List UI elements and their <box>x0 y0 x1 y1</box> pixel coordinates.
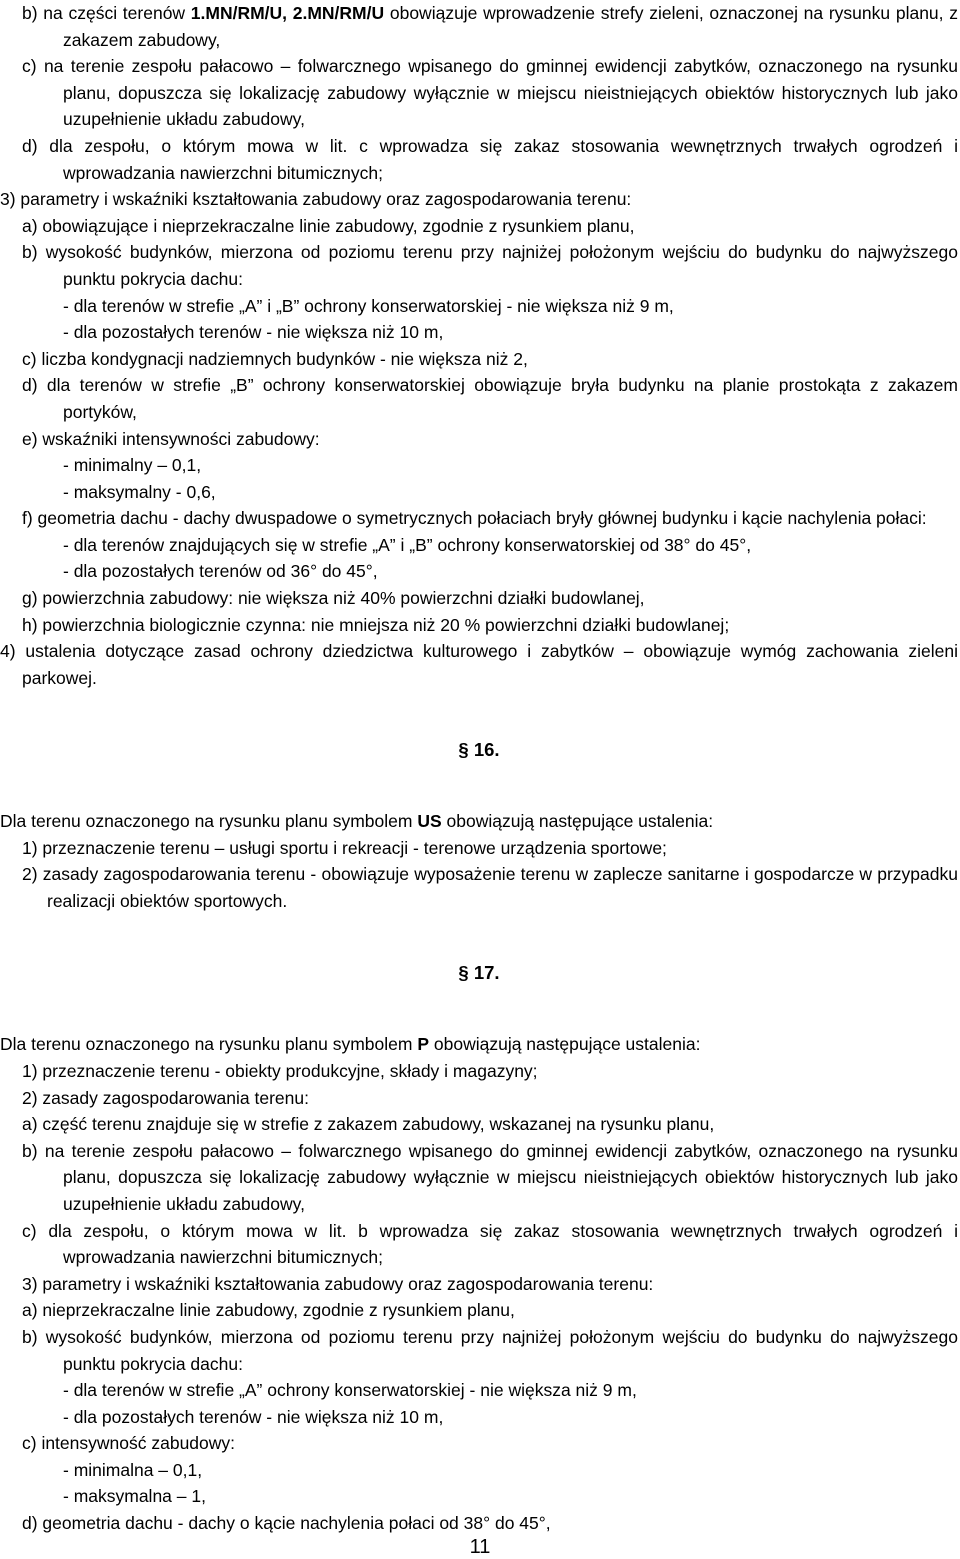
spacer <box>0 691 958 718</box>
section-17-item-3a: a) nieprzekraczalne linie zabudowy, zgodnie z rysunkiem planu, <box>22 1300 515 1321</box>
section-16-lead <box>0 808 958 835</box>
spacer <box>0 915 958 942</box>
section-17-item-3c-dash-1: - minimalna – 0,1, <box>63 1459 203 1480</box>
symbol-bold: 1.MN/RM/U, 2.MN/RM/U <box>190 3 385 23</box>
text-span: obowiązują następujące ustalenia: <box>441 811 714 832</box>
section-17-item-3: 3) parametry i wskaźniki kształtowania zabudowy oraz zagospodarowania terenu: <box>22 1273 654 1294</box>
paragraph-3a: a) obowiązujące i nieprzekraczalne linie zabudowy, zgodnie z rysunkiem planu, <box>22 215 635 236</box>
paragraph-3d: d) dla terenów w strefie „B” ochrony konserwatorskiej obowiązuje bryła budynku na planie prostokąta z zakazem portyków, <box>22 375 958 422</box>
spacer <box>0 782 958 809</box>
paragraph-3b-dash-1: - dla terenów w strefie „A” i „B” ochrony konserwatorskiej - nie większa niż 9 m, <box>63 295 674 316</box>
paragraph-3e-dash-1: - minimalny – 0,1, <box>63 455 202 476</box>
section-17-item-3c-dash-2: - maksymalna – 1, <box>63 1486 206 1507</box>
paragraph-1b <box>0 0 958 53</box>
paragraph-3e-dash-2: - maksymalny - 0,6, <box>63 481 216 502</box>
section-16-item-1: 1) przeznaczenie terenu – usługi sportu i rekreacji - terenowe urządzenia sportowe; <box>22 837 667 858</box>
section-17-lead <box>0 1031 958 1058</box>
section-17-item-1: 1) przeznaczenie terenu - obiekty produkcyjne, składy i magazyny; <box>22 1060 538 1081</box>
section-17-item-3b: b) wysokość budynków, mierzona od poziomu terenu przy najniżej położonym wejściu do budynku do najwyższego punktu pokrycia dachu: <box>22 1326 958 1374</box>
paragraph-1d: d) dla zespołu, o którym mowa w lit. c wprowadza się zakaz stosowania wewnętrznych trwałych ogrodzeń i wprowadzania nawierzchni bitumicznych; <box>22 135 958 183</box>
symbol-bold: US <box>417 811 442 832</box>
page-number: 11 <box>469 1536 491 1558</box>
symbol-bold: P <box>417 1034 430 1055</box>
spacer <box>0 1005 958 1032</box>
paragraph-3f: f) geometria dachu - dachy dwuspadowe o symetrycznych połaciach bryły głównej budynku i kącie nachylenia połaci: <box>22 508 927 529</box>
text-span: obowiązuje wprowadzenie strefy zieleni, oznaczonej na rysunku planu, z zakazem zabudowy, <box>63 3 958 50</box>
section-17-item-3b-dash-2: - dla pozostałych terenów - nie większa niż 10 m, <box>63 1406 444 1427</box>
paragraph-3f-dash-1: - dla terenów znajdujących się w strefie „A” i „B” ochrony konserwatorskiej od 38° do 45°, <box>63 534 752 555</box>
paragraph-4: 4) ustalenia dotyczące zasad ochrony dziedzictwa kulturowego i zabytków – obowiązuje wymóg zachowania zieleni parkowej. <box>0 641 958 688</box>
paragraph-3b-dash-2: - dla pozostałych terenów - nie większa niż 10 m, <box>63 322 444 343</box>
section-16-item-2: 2) zasady zagospodarowania terenu - obowiązuje wyposażenie terenu w zaplecze sanitarne i gospodarcze w przypadku realizacji obiektów sportowych. <box>22 864 958 911</box>
section-17-item-2b: b) na terenie zespołu pałacowo – folwarcznego wpisanego do gminnej ewidencji zabytków, oznaczonego na rysunku planu, dopuszcza się lokalizację zabudowy wyłącznie w miejscu nieistniejących obiektów historycznych lub jako uzupełnienie układu zabudowy, <box>22 1140 958 1214</box>
section-heading-17: § 17. <box>458 961 500 983</box>
paragraph-1c: c) na terenie zespołu pałacowo – folwarcznego wpisanego do gminnej ewidencji zabytków, oznaczonego na rysunku planu, dopuszcza się lokalizację zabudowy wyłącznie w miejscu nieistniejących obiektów historycznych lub jako uzupełnienie układu zabudowy, <box>22 56 958 130</box>
text-span: Dla terenu oznaczonego na rysunku planu symbolem <box>0 1034 418 1055</box>
section-17-item-2: 2) zasady zagospodarowania terenu: <box>22 1087 309 1108</box>
text-span: obowiązują następujące ustalenia: <box>429 1034 701 1055</box>
paragraph-3: 3) parametry i wskaźniki kształtowania zabudowy oraz zagospodarowania terenu: <box>0 189 632 210</box>
paragraph-3c: c) liczba kondygnacji nadziemnych budynków - nie większa niż 2, <box>22 348 528 369</box>
section-17-item-3b-dash-1: - dla terenów w strefie „A” ochrony konserwatorskiej - nie większa niż 9 m, <box>63 1380 637 1401</box>
section-heading-16: § 16. <box>458 738 500 760</box>
paragraph-3f-dash-2: - dla pozostałych terenów od 36° do 45°, <box>63 561 378 582</box>
paragraph-3g: g) powierzchnia zabudowy: nie większa niż 40% powierzchni działki budowlanej, <box>22 588 645 609</box>
text-span: b) na części terenów <box>22 3 191 23</box>
paragraph-3h: h) powierzchnia biologicznie czynna: nie mniejsza niż 20 % powierzchni działki budowlanej; <box>22 614 730 635</box>
text-span: Dla terenu oznaczonego na rysunku planu symbolem <box>0 811 418 832</box>
paragraph-3e: e) wskaźniki intensywności zabudowy: <box>22 428 320 449</box>
section-17-item-3c: c) intensywność zabudowy: <box>22 1433 236 1454</box>
section-17-item-3d: d) geometria dachu - dachy o kącie nachylenia połaci od 38° do 45°, <box>22 1513 551 1534</box>
paragraph-3b: b) wysokość budynków, mierzona od poziomu terenu przy najniżej położonym wejściu do budynku do najwyższego punktu pokrycia dachu: <box>22 242 958 289</box>
section-17-item-2c: c) dla zespołu, o którym mowa w lit. b wprowadza się zakaz stosowania wewnętrznych trwałych ogrodzeń i wprowadzania nawierzchni bitumicznych; <box>22 1220 958 1268</box>
section-17-item-2a: a) część terenu znajduje się w strefie z zakazem zabudowy, wskazanej na rysunku planu, <box>22 1114 715 1135</box>
